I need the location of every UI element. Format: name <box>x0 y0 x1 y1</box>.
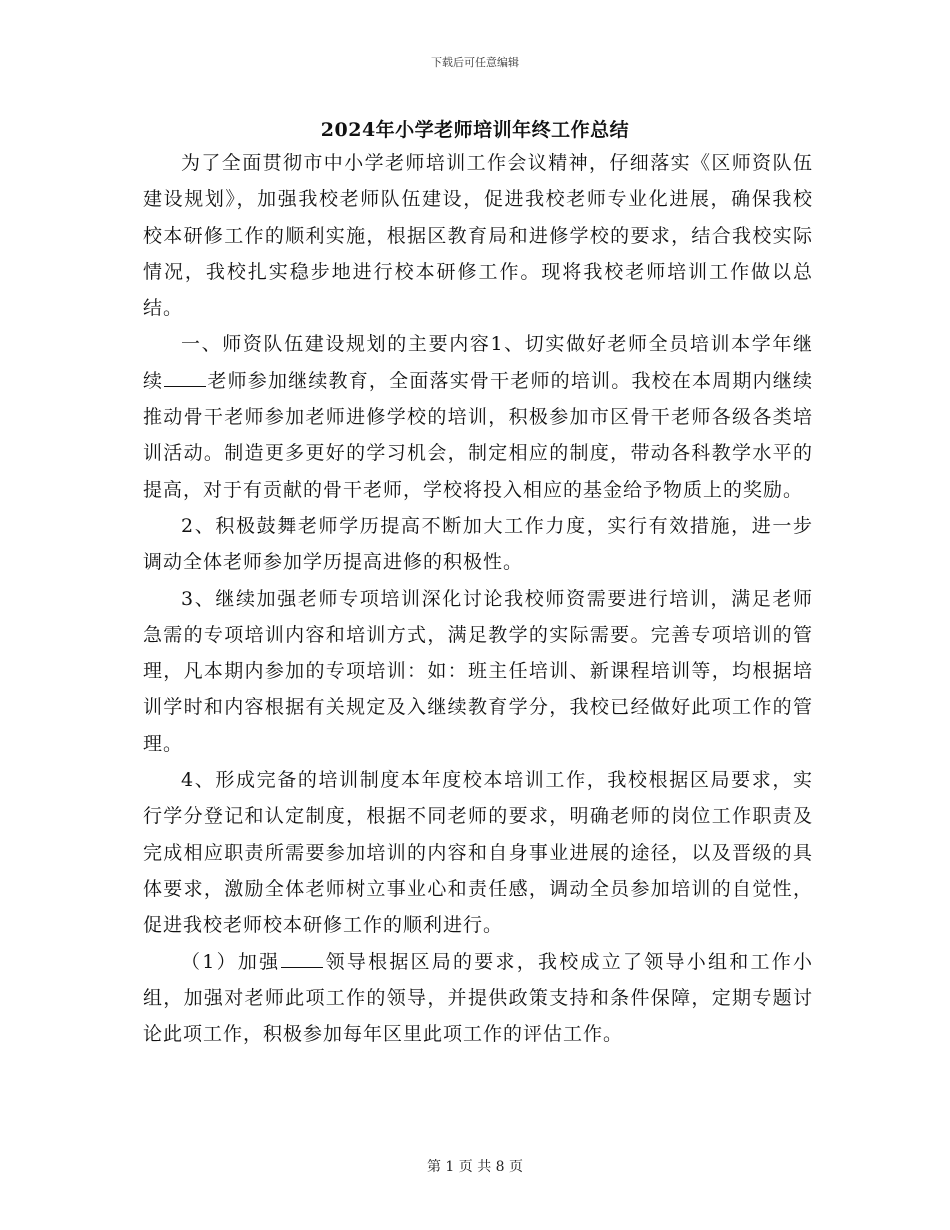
header-note: 下载后可任意编辑 <box>431 56 519 69</box>
paragraph-text: 为了全面贯彻市中小学老师培训工作会议精神，仔细落实《区师资队伍建设规划》，加强我校老师队伍建设，促进我校老师专业化进展，确保我校校本研修工作的顺利实施，根据区教育局和进修学校的要求，结合我校实际情况，我校扎实稳步地进行校本研修工作。现将我校老师培训工作做以总结。 <box>143 152 813 320</box>
paragraph-text: （1）加强 <box>181 950 281 973</box>
paragraph-item-3 <box>143 581 813 762</box>
document-body <box>143 145 813 1052</box>
paragraph-text: 2、积极鼓舞老师学历提高不断加大工作力度，实行有效措施，进一步调动全体老师参加学历提高进修的积极性。 <box>143 514 813 574</box>
paragraph-intro <box>143 145 813 326</box>
fill-in-blank <box>281 949 323 967</box>
fill-in-blank <box>164 369 206 387</box>
document-title: 2024年小学老师培训年终工作总结 <box>320 119 630 141</box>
paragraph-item-4 <box>143 762 813 943</box>
paragraph-text: 3、继续加强老师专项培训深化讨论我校师资需要进行培训，满足老师急需的专项培训内容和培训方式，满足教学的实际需要。完善专项培训的管理，凡本期内参加的专项培训：如：班主任培训、新课程培训等，均根据培训学时和内容根据有关规定及入继续教育学分，我校已经做好此项工作的管理。 <box>143 587 813 755</box>
paragraph-text: 老师参加继续教育，全面落实骨干老师的培训。我校在本周期内继续推动骨干老师参加老师进修学校的培训，积极参加市区骨干老师各级各类培训活动。制造更多更好的学习机会，制定相应的制度，带动各科教学水平的提高，对于有贡献的骨干老师，学校将投入相应的基金给予物质上的奖励。 <box>143 369 813 501</box>
paragraph-text: 领导根据区局的要求，我校成立了领导小组和工作小组，加强对老师此项工作的领导，并提供政策支持和条件保障，定期专题讨论此项工作，积极参加每年区里此项工作的评估工作。 <box>143 950 813 1046</box>
paragraph-text: 4、形成完备的培训制度本年度校本培训工作，我校根据区局要求，实行学分登记和认定制度，根据不同老师的要求，明确老师的岗位工作职责及完成相应职责所需要参加培训的内容和自身事业进展的途径，以及晋级的具体要求，激励全体老师树立事业心和责任感，调动全员参加培训的自觉性，促进我校老师校本研修工作的顺利进行。 <box>143 769 813 937</box>
paragraph-item-2 <box>143 508 813 581</box>
paragraph-item-4-1 <box>143 944 813 1053</box>
paragraph-section-1 <box>143 326 813 507</box>
paragraph-text: 一、师资队伍建设规划的主要内容1、切实做好老师全员培训本学年继续 <box>143 333 813 392</box>
page-number: 第 1 页 共 8 页 <box>426 1159 524 1175</box>
